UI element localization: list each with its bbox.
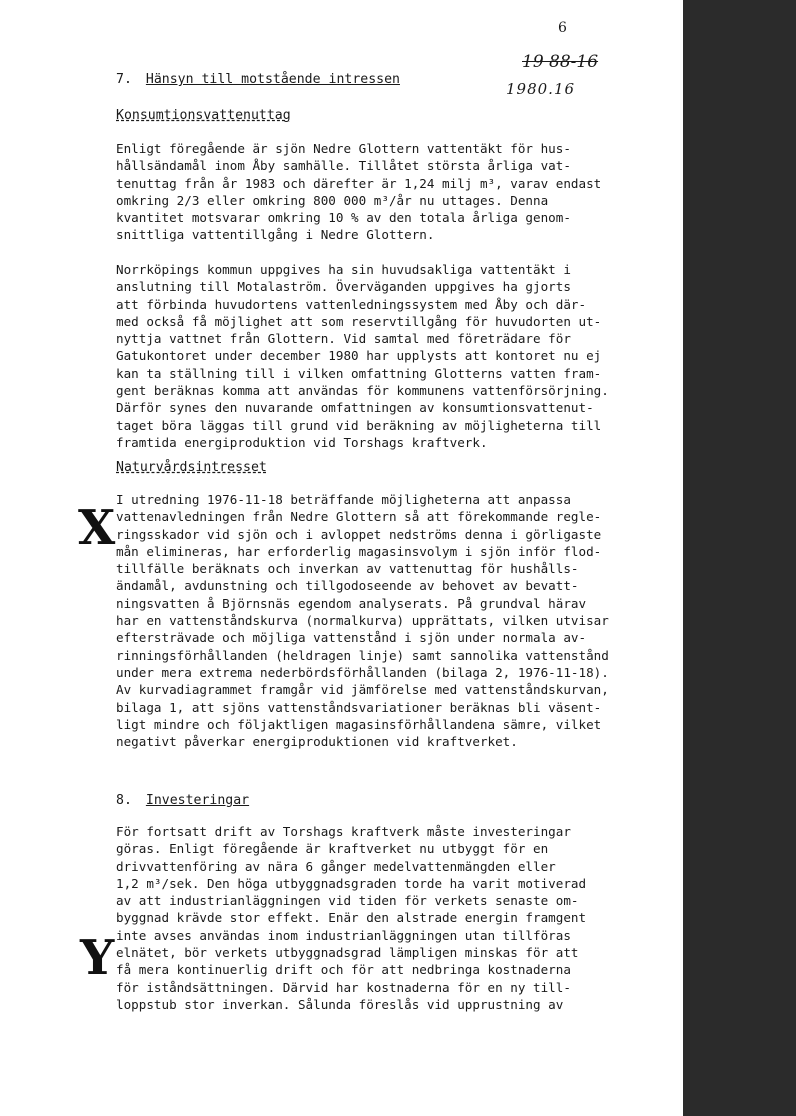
text-line: ändamål, avdunstning och tillgodoseende av behovet av bevatt- [116,578,579,594]
section-8-title: Investeringar [145,793,250,808]
text-line: hållsändamål inom Åby samhälle. Tillåtet största årliga vat- [116,158,571,174]
section-7-heading [116,72,400,87]
text-line: taget böra läggas till grund vid beräkning av möjligheterna till [116,417,602,433]
text-line: gent beräknas komma att användas för kommunens vattenförsörjning. [116,383,609,399]
text-line: ligt mindre och följaktligen magasinsförhållandena sämre, vilket [116,716,602,732]
text-line: göras. Enligt föregående är kraftverket nu utbyggt för en [116,841,549,857]
text-line: av att industrianläggningen vid tiden för verkets senaste om- [116,893,579,909]
text-line: har en vattenståndskurva (normalkurva) upprättats, vilken utvisar [116,613,609,629]
scan-edge-bar [683,0,796,1116]
page-number: 6 [558,20,567,36]
handwritten-reference-number: 1980.16 [506,80,576,98]
text-line: med också få möjlighet att som reservtillgång för huvudorten ut- [116,313,602,329]
margin-mark-x: X [78,500,116,556]
text-line: byggnad krävde stor effekt. Enär den alstrade energin framgent [116,910,587,926]
text-line: framtida energiproduktion vid Torshags kraftverk. [116,434,488,450]
text-line: loppstub stor inverkan. Sålunda föreslås vid upprustning av [116,996,564,1012]
text-line: tenuttag från år 1983 och därefter är 1,24 milj m³, varav endast [116,175,602,191]
text-line: vattenavledningen från Nedre Glottern så att förekommande regle- [116,509,602,525]
text-line: kvantitet motsvarar omkring 10 % av den totala årliga genom- [116,210,571,226]
section-7-number: 7. [116,72,132,87]
text-line: för iståndsättningen. Därvid har kostnaderna för en ny till- [116,979,571,995]
text-line: inte avses användas inom industrianläggningen utan tillföras [116,927,571,943]
text-line: eftersträvade och möjliga vattenstånd i sjön under normala av- [116,630,587,646]
text-line: Därför synes den nuvarande omfattningen av konsumtionsvattenut- [116,400,594,416]
text-line: Norrköpings kommun uppgives ha sin huvudsakliga vattentäkt i [116,262,571,277]
text-line: Enligt föregående är sjön Nedre Glottern vattentäkt för hus- [116,141,571,156]
section-8-number: 8. [116,793,132,808]
text-line: få mera kontinuerlig drift och för att nedbringa kostnaderna [116,962,571,978]
consumption-paragraph-2 [116,261,656,451]
text-line: ringsskador vid sjön och i avloppet nedströms denna i görligaste [116,526,602,542]
text-line: 1,2 m³/sek. Den höga utbyggnadsgraden torde ha varit motiverad [116,875,587,891]
text-line: kan ta ställning till i vilken omfattning Glotterns vatten fram- [116,365,602,381]
consumption-subheading: Konsumtionsvattenuttag [116,108,291,123]
text-line: anslutning till Motalaström. Överväganden uppgives ha gjorts [116,279,571,295]
section-7-title: Hänsyn till motstående intressen [145,72,400,87]
text-line: nyttja vattnet från Glottern. Vid samtal med företrädare för [116,331,571,347]
section-8-heading [116,793,249,808]
text-line: Gatukontoret under december 1980 har upplysts att kontoret nu ej [116,348,602,364]
nature-paragraph [116,491,656,750]
text-line: För fortsatt drift av Torshags kraftverk måste investeringar [116,824,571,839]
text-line: under mera extrema nederbördsförhållanden (bilaga 2, 1976-11-18). [116,664,609,680]
text-line: omkring 2/3 eller omkring 800 000 m³/år nu uttages. Denna [116,192,549,208]
consumption-paragraph-1 [116,140,656,244]
text-line: snittliga vattentillgång i Nedre Glottern. [116,227,435,243]
crossed-reference-number: 19 88-16 [522,52,599,72]
text-line: tillfälle beräknats och inverkan av vattenuttag för hushålls- [116,561,579,577]
margin-mark-y: Y [80,930,115,986]
text-line: Av kurvadiagrammet framgår vid jämförelse med vattenståndskurvan, [116,682,609,698]
text-line: bilaga 1, att sjöns vattenståndsvariationer beräknas bli väsent- [116,699,602,715]
text-line: att förbinda huvudortens vattenledningssystem med Åby och där- [116,296,587,312]
text-line: elnätet, bör verkets utbyggnadsgrad lämpligen minskas för att [116,945,579,961]
text-line: ningsvatten å Björnsnäs egendom analyserats. På grundval härav [116,595,587,611]
investment-paragraph [116,823,656,1013]
nature-subheading: Naturvårdsintresset [116,460,267,475]
text-line: I utredning 1976-11-18 beträffande möjligheterna att anpassa [116,492,571,507]
text-line: mån elimineras, har erforderlig magasinsvolym i sjön inför flod- [116,543,602,559]
text-line: rinningsförhållanden (heldragen linje) samt sannolika vattenstånd [116,647,609,663]
text-line: negativt påverkar energiproduktionen vid kraftverket. [116,734,518,750]
text-line: drivvattenföring av nära 6 gånger medelvattenmängden eller [116,858,556,874]
